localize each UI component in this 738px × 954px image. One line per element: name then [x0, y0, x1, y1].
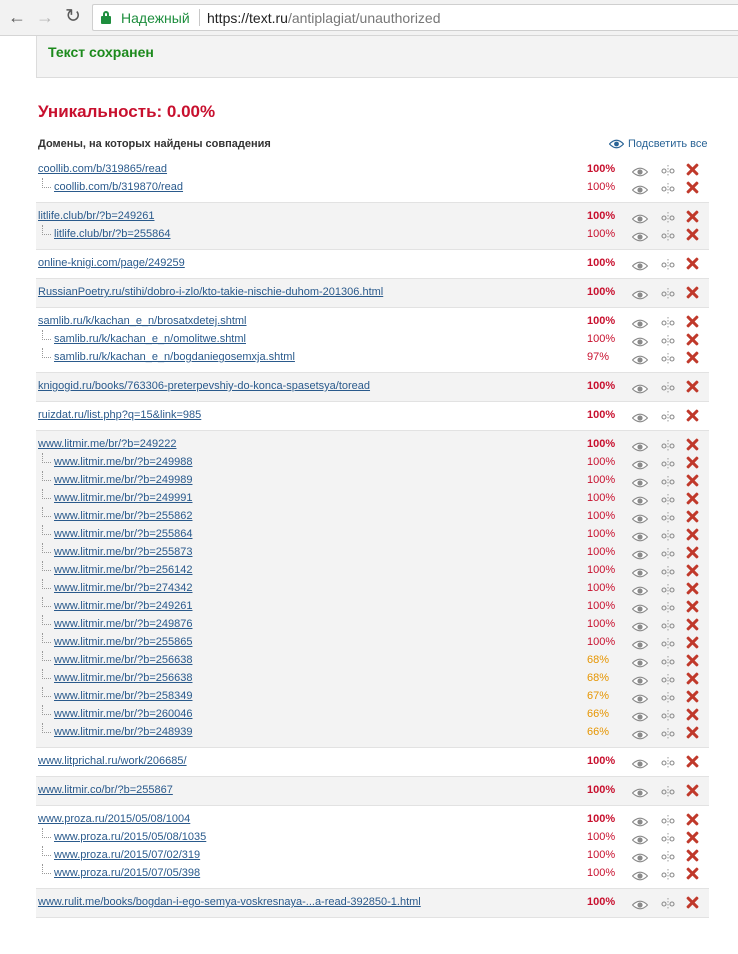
- match-percent: 67%: [587, 690, 610, 702]
- domain-link[interactable]: www.litmir.me/br/?b=249222: [38, 438, 177, 450]
- uniqueness-score: Уникальность: 0.00%: [38, 102, 216, 121]
- domains-heading: Домены, на которых найдены совпадения: [38, 138, 271, 150]
- match-percent: 100%: [587, 600, 616, 612]
- delete-icon[interactable]: [686, 831, 699, 844]
- match-percent: 100%: [587, 228, 616, 240]
- domain-group: [36, 373, 709, 402]
- delete-icon[interactable]: [686, 867, 699, 880]
- saved-text: Текст сохранен: [48, 44, 154, 60]
- domain-link[interactable]: coollib.com/b/319865/read: [38, 163, 168, 175]
- domain-subrow: [36, 705, 709, 723]
- domain-row: [36, 810, 709, 828]
- domain-link[interactable]: www.litmir.me/br/?b=258349: [54, 690, 193, 702]
- domain-link[interactable]: www.litmir.me/br/?b=256142: [54, 564, 193, 576]
- domains-list: [36, 156, 709, 918]
- domain-link[interactable]: ruizdat.ru/list.php?q=15&link=985: [38, 409, 202, 421]
- domain-group: [36, 203, 709, 250]
- delete-icon[interactable]: [686, 582, 699, 595]
- delete-icon[interactable]: [686, 755, 699, 768]
- compare-icon[interactable]: [660, 785, 676, 803]
- domain-subrow: [36, 348, 709, 366]
- domain-link[interactable]: litlife.club/br/?b=255864: [54, 228, 171, 240]
- match-percent: 100%: [587, 181, 616, 193]
- delete-icon[interactable]: [686, 849, 699, 862]
- domain-link[interactable]: www.litmir.me/br/?b=249876: [54, 618, 193, 630]
- match-percent: 100%: [587, 867, 616, 879]
- match-percent: 100%: [587, 333, 616, 345]
- domain-subrow: [36, 828, 709, 846]
- domain-row: [36, 160, 709, 178]
- domain-link[interactable]: www.proza.ru/2015/05/08/1035: [54, 831, 207, 843]
- domain-group: [36, 308, 709, 373]
- domain-subrow: [36, 507, 709, 525]
- domain-subrow: [36, 579, 709, 597]
- domain-subrow: [36, 489, 709, 507]
- domain-subrow: [36, 471, 709, 489]
- delete-icon[interactable]: [686, 528, 699, 541]
- domain-group: [36, 748, 709, 777]
- domain-group: [36, 889, 709, 918]
- secure-label: Надежный: [121, 10, 190, 26]
- delete-icon[interactable]: [686, 896, 699, 909]
- domain-subrow: [36, 178, 709, 196]
- compare-icon[interactable]: [660, 897, 676, 915]
- domain-link[interactable]: www.litmir.me/br/?b=255864: [54, 528, 193, 540]
- domain-subrow: [36, 651, 709, 669]
- match-percent: 68%: [587, 654, 610, 666]
- match-percent: 100%: [587, 528, 616, 540]
- delete-icon[interactable]: [686, 654, 699, 667]
- domain-link[interactable]: knigogid.ru/books/763306-preterpevshiy-do-konca-spasetsya/toread: [38, 380, 371, 392]
- delete-icon[interactable]: [686, 618, 699, 631]
- delete-icon[interactable]: [686, 380, 699, 393]
- domain-link[interactable]: www.litprichal.ru/work/206685/: [38, 755, 187, 767]
- delete-icon[interactable]: [686, 438, 699, 451]
- compare-icon[interactable]: [660, 868, 676, 886]
- domain-link[interactable]: RussianPoetry.ru/stihi/dobro-i-zlo/kto-takie-nischie-duhom-201306.html: [38, 286, 384, 298]
- highlight-all-link[interactable]: [609, 138, 708, 150]
- compare-icon[interactable]: [660, 381, 676, 399]
- delete-icon[interactable]: [686, 564, 699, 577]
- compare-icon[interactable]: [660, 287, 676, 305]
- delete-icon[interactable]: [686, 672, 699, 685]
- domain-link[interactable]: coollib.com/b/319870/read: [54, 181, 184, 193]
- match-percent: 100%: [587, 582, 616, 594]
- reload-icon[interactable]: ↻: [65, 6, 81, 27]
- highlight-all-label: Подсветить все: [628, 138, 708, 150]
- url-path: /antiplagiat/unauthorized: [287, 10, 441, 26]
- match-percent: 97%: [587, 351, 610, 363]
- eye-icon: [609, 139, 624, 149]
- match-percent: 100%: [587, 813, 616, 825]
- compare-icon[interactable]: [660, 410, 676, 428]
- eye-icon[interactable]: [632, 868, 648, 886]
- match-percent: 100%: [587, 831, 616, 843]
- compare-icon[interactable]: [660, 229, 676, 247]
- domain-row: [36, 207, 709, 225]
- domain-link[interactable]: samlib.ru/k/kachan_e_n/bogdaniegosemxja.shtml: [54, 351, 295, 363]
- delete-icon[interactable]: [686, 181, 699, 194]
- domain-group: [36, 431, 709, 748]
- domain-subrow: [36, 723, 709, 741]
- match-percent: 66%: [587, 726, 610, 738]
- match-percent: 100%: [587, 257, 616, 269]
- domain-link[interactable]: samlib.ru/k/kachan_e_n/brosatxdetej.shtml: [38, 315, 247, 327]
- url-host: https://text.ru: [207, 10, 288, 26]
- match-percent: 100%: [587, 380, 616, 392]
- domain-row: [36, 406, 709, 424]
- domain-link[interactable]: www.litmir.me/br/?b=249988: [54, 456, 193, 468]
- match-percent: 100%: [587, 409, 616, 421]
- browser-toolbar: [0, 0, 738, 36]
- domain-link[interactable]: litlife.club/br/?b=249261: [38, 210, 155, 222]
- domain-group: [36, 250, 709, 279]
- domain-link[interactable]: www.litmir.me/br/?b=260046: [54, 708, 193, 720]
- match-percent: 100%: [587, 286, 616, 298]
- match-percent: 100%: [587, 315, 616, 327]
- domain-row: [36, 893, 709, 911]
- match-percent: 100%: [587, 546, 616, 558]
- match-percent: 100%: [587, 564, 616, 576]
- domain-link[interactable]: www.litmir.me/br/?b=248939: [54, 726, 193, 738]
- delete-icon[interactable]: [686, 409, 699, 422]
- domain-link[interactable]: www.rulit.me/books/bogdan-i-ego-semya-voskresnaya-...a-read-392850-1.html: [38, 896, 421, 908]
- delete-icon[interactable]: [686, 510, 699, 523]
- match-percent: 100%: [587, 510, 616, 522]
- eye-icon[interactable]: [632, 897, 648, 915]
- compare-icon[interactable]: [660, 258, 676, 276]
- match-percent: 100%: [587, 456, 616, 468]
- address-divider: [199, 9, 200, 26]
- domain-link[interactable]: www.proza.ru/2015/07/02/319: [54, 849, 201, 861]
- domain-link[interactable]: www.litmir.me/br/?b=249261: [54, 600, 193, 612]
- delete-icon[interactable]: [686, 210, 699, 223]
- domain-link[interactable]: samlib.ru/k/kachan_e_n/omolitwe.shtml: [54, 333, 246, 345]
- domain-link[interactable]: www.litmir.me/br/?b=255862: [54, 510, 193, 522]
- eye-icon[interactable]: [632, 258, 648, 276]
- domain-subrow: [36, 864, 709, 882]
- domain-subrow: [36, 525, 709, 543]
- delete-icon[interactable]: [686, 784, 699, 797]
- domain-link[interactable]: www.litmir.me/br/?b=255873: [54, 546, 193, 558]
- domain-subrow: [36, 615, 709, 633]
- delete-icon[interactable]: [686, 286, 699, 299]
- delete-icon[interactable]: [686, 163, 699, 176]
- domain-subrow: [36, 669, 709, 687]
- domain-group: [36, 279, 709, 308]
- match-percent: 100%: [587, 474, 616, 486]
- delete-icon[interactable]: [686, 726, 699, 739]
- delete-icon[interactable]: [686, 474, 699, 487]
- domain-row: [36, 283, 709, 301]
- domain-group: [36, 156, 709, 203]
- eye-icon[interactable]: [632, 182, 648, 200]
- match-percent: 100%: [587, 163, 616, 175]
- compare-icon[interactable]: [660, 727, 676, 745]
- domain-subrow: [36, 633, 709, 651]
- compare-icon[interactable]: [660, 182, 676, 200]
- domain-group: [36, 777, 709, 806]
- domain-row: [36, 752, 709, 770]
- domain-link[interactable]: www.proza.ru/2015/07/05/398: [54, 867, 201, 879]
- saved-notice: [36, 36, 738, 78]
- match-percent: 66%: [587, 708, 610, 720]
- match-percent: 100%: [587, 755, 616, 767]
- domain-row: [36, 254, 709, 272]
- back-arrow-icon[interactable]: ←: [8, 7, 26, 27]
- domain-link[interactable]: www.litmir.me/br/?b=256638: [54, 654, 193, 666]
- domain-subrow: [36, 453, 709, 471]
- domain-link[interactable]: www.litmir.me/br/?b=274342: [54, 582, 193, 594]
- domain-link[interactable]: www.proza.ru/2015/05/08/1004: [38, 813, 191, 825]
- match-percent: 68%: [587, 672, 610, 684]
- domain-subrow: [36, 543, 709, 561]
- domain-row: [36, 781, 709, 799]
- domain-row: [36, 377, 709, 395]
- domain-link[interactable]: www.litmir.me/br/?b=256638: [54, 672, 193, 684]
- delete-icon[interactable]: [686, 708, 699, 721]
- domain-subrow: [36, 330, 709, 348]
- domain-subrow: [36, 561, 709, 579]
- compare-icon[interactable]: [660, 756, 676, 774]
- delete-icon[interactable]: [686, 228, 699, 241]
- match-percent: 100%: [587, 492, 616, 504]
- eye-icon[interactable]: [632, 727, 648, 745]
- delete-icon[interactable]: [686, 456, 699, 469]
- delete-icon[interactable]: [686, 315, 699, 328]
- delete-icon[interactable]: [686, 333, 699, 346]
- domain-row: [36, 435, 709, 453]
- eye-icon[interactable]: [632, 756, 648, 774]
- domain-subrow: [36, 846, 709, 864]
- delete-icon[interactable]: [686, 600, 699, 613]
- url-text[interactable]: [207, 10, 441, 26]
- match-percent: 100%: [587, 849, 616, 861]
- delete-icon[interactable]: [686, 690, 699, 703]
- eye-icon[interactable]: [632, 229, 648, 247]
- domain-subrow: [36, 225, 709, 243]
- domain-link[interactable]: www.litmir.me/br/?b=249991: [54, 492, 193, 504]
- domain-group: [36, 402, 709, 431]
- eye-icon[interactable]: [632, 287, 648, 305]
- address-bar[interactable]: [92, 4, 738, 31]
- domain-link[interactable]: www.litmir.me/br/?b=249989: [54, 474, 193, 486]
- domain-link[interactable]: www.litmir.co/br/?b=255867: [38, 784, 173, 796]
- compare-icon[interactable]: [660, 352, 676, 370]
- forward-arrow-icon[interactable]: →: [36, 7, 54, 27]
- delete-icon[interactable]: [686, 351, 699, 364]
- match-percent: 100%: [587, 438, 616, 450]
- delete-icon[interactable]: [686, 636, 699, 649]
- delete-icon[interactable]: [686, 257, 699, 270]
- match-percent: 100%: [587, 618, 616, 630]
- eye-icon[interactable]: [632, 352, 648, 370]
- delete-icon[interactable]: [686, 492, 699, 505]
- domain-link[interactable]: online-knigi.com/page/249259: [38, 257, 185, 269]
- domain-group: [36, 806, 709, 889]
- eye-icon[interactable]: [632, 410, 648, 428]
- match-percent: 100%: [587, 636, 616, 648]
- eye-icon[interactable]: [632, 381, 648, 399]
- domain-subrow: [36, 597, 709, 615]
- domain-subrow: [36, 687, 709, 705]
- match-percent: 100%: [587, 896, 616, 908]
- match-percent: 100%: [587, 210, 616, 222]
- eye-icon[interactable]: [632, 785, 648, 803]
- domain-row: [36, 312, 709, 330]
- lock-icon: [101, 11, 111, 24]
- domain-link[interactable]: www.litmir.me/br/?b=255865: [54, 636, 193, 648]
- delete-icon[interactable]: [686, 546, 699, 559]
- match-percent: 100%: [587, 784, 616, 796]
- delete-icon[interactable]: [686, 813, 699, 826]
